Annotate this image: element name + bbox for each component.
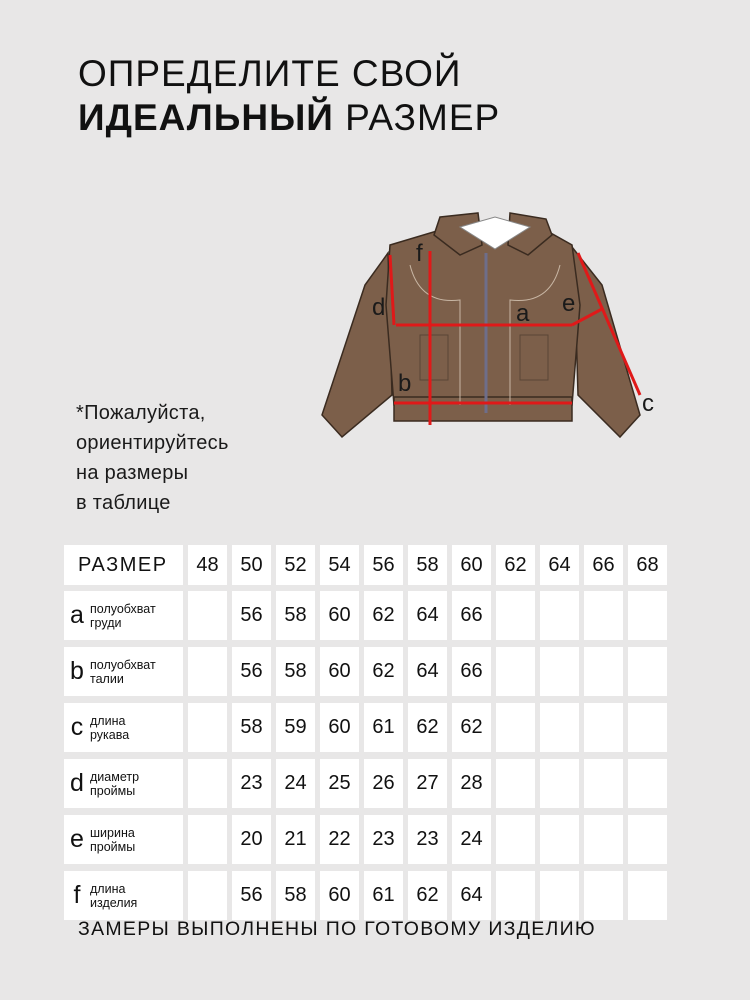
measure-value-cell: 22 [320,815,359,864]
measure-value-cell: 58 [276,871,315,920]
measure-value-cell: 60 [320,703,359,752]
note-line: *Пожалуйста, [76,402,206,424]
measure-value-cell [188,591,227,640]
measure-description-line: длина [90,713,126,728]
measure-label [64,591,183,640]
measure-description [90,770,139,798]
measure-description-line: диаметр [90,769,140,784]
measure-description [90,658,156,686]
measure-description-line: рукава [90,727,130,742]
footer-note: ЗАМЕРЫ ВЫПОЛНЕНЫ ПО ГОТОВОМУ ИЗДЕЛИЮ [78,918,596,940]
measure-value-cell [628,647,667,696]
measure-label [64,759,183,808]
measure-value-cell [584,815,623,864]
label-b: b [398,370,412,397]
size-header-cell: 64 [540,545,579,585]
measure-value-cell [584,759,623,808]
measure-value-cell: 64 [408,591,447,640]
measure-value-cell [628,871,667,920]
measure-letter: d [70,769,84,797]
measure-description [90,882,137,910]
measure-value-cell: 62 [364,647,403,696]
measure-value-cell [496,703,535,752]
measure-description [90,714,129,742]
measure-value-cell: 64 [452,871,491,920]
size-header-cell: 66 [584,545,623,585]
note-text [76,398,229,518]
measure-value-cell: 24 [452,815,491,864]
measure-value-cell: 27 [408,759,447,808]
measure-value-cell [188,759,227,808]
measure-label [64,647,183,696]
measure-value-cell: 66 [452,591,491,640]
label-c: c [642,390,654,417]
label-e: e [562,290,576,317]
measure-description-line: груди [90,615,122,630]
measure-value-cell: 20 [232,815,271,864]
title-line-2 [78,96,500,140]
note-line: ориентируйтесь [76,432,229,454]
measure-value-cell [188,703,227,752]
measure-value-cell [188,647,227,696]
measure-description-line: изделия [90,895,138,910]
measure-value-cell: 62 [364,591,403,640]
measure-value-cell: 61 [364,703,403,752]
right-sleeve [572,247,640,437]
measure-value-cell: 56 [232,647,271,696]
measure-description-line: талии [90,671,124,686]
size-header-row [64,545,676,585]
left-sleeve [322,253,392,437]
measure-value-cell [496,591,535,640]
measure-value-cell [496,647,535,696]
measure-value-cell: 58 [232,703,271,752]
measure-description-line: ширина [90,825,135,840]
page-title [78,52,500,140]
measure-description-line: проймы [90,839,136,854]
measure-value-cell: 23 [364,815,403,864]
measure-description-line: полуобхват [90,601,156,616]
title-rest-word: РАЗМЕР [333,97,501,138]
measure-value-cell: 62 [408,703,447,752]
measure-value-cell: 60 [320,871,359,920]
measure-letter: b [70,657,84,685]
measure-row-d [64,759,676,808]
measure-value-cell [628,591,667,640]
measure-value-cell [540,815,579,864]
measure-letter: f [73,881,81,909]
measure-row-f [64,871,676,920]
size-header-cell: 48 [188,545,227,585]
measure-value-cell: 59 [276,703,315,752]
measure-value-cell: 64 [408,647,447,696]
measure-value-cell [584,703,623,752]
size-header-cell: 58 [408,545,447,585]
measure-value-cell: 62 [452,703,491,752]
label-a: a [516,300,530,327]
note-line: на размеры [76,462,189,484]
measure-value-cell: 56 [232,871,271,920]
measure-value-cell [628,703,667,752]
size-header-cell: 50 [232,545,271,585]
measure-description [90,602,156,630]
measure-value-cell: 66 [452,647,491,696]
measure-description-line: полуобхват [90,657,156,672]
note-line: в таблице [76,492,171,514]
measure-description-line: проймы [90,783,136,798]
measure-letter: a [70,601,84,629]
measure-row-e [64,815,676,864]
size-table [64,545,676,927]
measure-value-cell: 23 [408,815,447,864]
measure-row-a [64,591,676,640]
measure-value-cell: 24 [276,759,315,808]
size-header-cell: 68 [628,545,667,585]
measure-value-cell: 26 [364,759,403,808]
measure-value-cell: 62 [408,871,447,920]
measure-label [64,815,183,864]
measure-value-cell [540,591,579,640]
size-header-cell: 52 [276,545,315,585]
measure-value-cell [628,815,667,864]
measure-label [64,871,183,920]
measure-letter: c [70,713,84,741]
measure-value-cell [584,871,623,920]
measure-value-cell [188,815,227,864]
measure-value-cell [540,703,579,752]
waistband [394,397,572,421]
size-header-cell: 56 [364,545,403,585]
measure-value-cell: 28 [452,759,491,808]
label-f: f [416,240,423,267]
measure-value-cell: 21 [276,815,315,864]
measure-value-cell: 58 [276,647,315,696]
measure-value-cell: 60 [320,591,359,640]
jacket-diagram [310,205,680,455]
measure-value-cell [540,759,579,808]
measure-value-cell [584,647,623,696]
measure-description-line: длина [90,881,126,896]
title-line-1: ОПРЕДЕЛИТЕ СВОЙ [78,53,462,94]
size-header-cell: 62 [496,545,535,585]
size-header-cell: 60 [452,545,491,585]
measure-value-cell [584,591,623,640]
measure-value-cell: 60 [320,647,359,696]
measure-value-cell [188,871,227,920]
measure-value-cell: 61 [364,871,403,920]
measure-value-cell [628,759,667,808]
measure-value-cell: 23 [232,759,271,808]
measure-value-cell: 25 [320,759,359,808]
measure-row-b [64,647,676,696]
measure-value-cell [540,871,579,920]
measure-letter: e [70,825,84,853]
title-bold-word: ИДЕАЛЬНЫЙ [78,97,334,138]
measure-value-cell [496,815,535,864]
measure-description [90,826,135,854]
label-d: d [372,294,386,321]
size-header-cell: 54 [320,545,359,585]
measure-value-cell: 58 [276,591,315,640]
measure-label [64,703,183,752]
measure-value-cell: 56 [232,591,271,640]
size-header-label: РАЗМЕР [64,545,183,585]
measure-value-cell [496,759,535,808]
measure-value-cell [540,647,579,696]
measure-row-c [64,703,676,752]
measure-value-cell [496,871,535,920]
